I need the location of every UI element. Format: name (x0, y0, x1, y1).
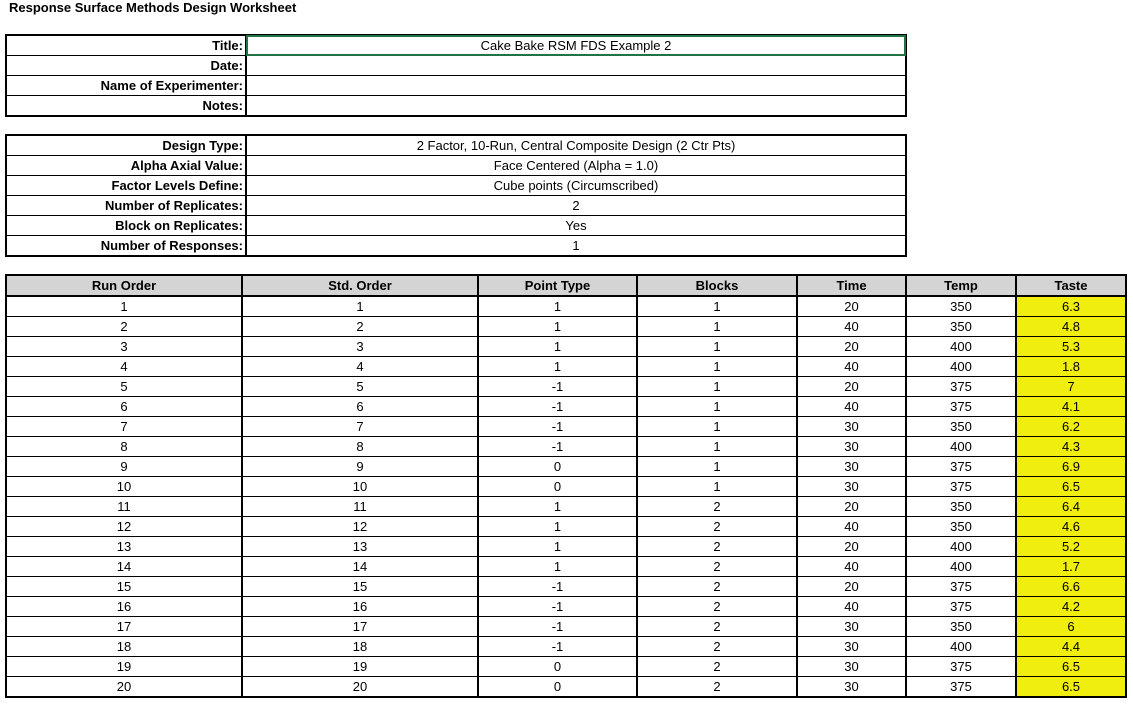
run-order-cell[interactable]: 11 (6, 497, 242, 517)
point-type-cell[interactable]: 1 (478, 497, 637, 517)
temp-cell[interactable]: 400 (906, 537, 1016, 557)
temp-cell[interactable]: 400 (906, 637, 1016, 657)
alpha-value-cell[interactable]: Face Centered (Alpha = 1.0) (246, 156, 906, 176)
replicates-value-cell[interactable]: 2 (246, 196, 906, 216)
info-row-alpha (6, 156, 906, 176)
temp-cell[interactable]: 375 (906, 457, 1016, 477)
std-order-cell[interactable]: 9 (242, 457, 478, 477)
blocks-cell[interactable]: 1 (637, 337, 797, 357)
point-type-cell[interactable]: 1 (478, 337, 637, 357)
blocks-cell[interactable]: 1 (637, 437, 797, 457)
taste-cell[interactable]: 4.1 (1016, 397, 1126, 417)
run-order-cell[interactable]: 15 (6, 577, 242, 597)
std-order-cell[interactable]: 7 (242, 417, 478, 437)
temp-cell[interactable]: 375 (906, 477, 1016, 497)
point-type-cell[interactable]: 1 (478, 557, 637, 577)
blocks-cell[interactable]: 1 (637, 377, 797, 397)
taste-cell[interactable]: 6.6 (1016, 577, 1126, 597)
worksheet-title: Response Surface Methods Design Worksheet (9, 0, 297, 15)
column-header-run-order[interactable]: Run Order (6, 275, 242, 296)
column-header-std-order[interactable]: Std. Order (242, 275, 478, 296)
time-cell[interactable]: 20 (797, 296, 906, 317)
std-order-cell[interactable]: 14 (242, 557, 478, 577)
blocks-cell[interactable]: 1 (637, 317, 797, 337)
time-cell[interactable]: 40 (797, 317, 906, 337)
run-order-cell[interactable]: 9 (6, 457, 242, 477)
blocks-cell[interactable]: 1 (637, 457, 797, 477)
taste-cell[interactable]: 7 (1016, 377, 1126, 397)
run-order-cell[interactable]: 8 (6, 437, 242, 457)
table-row (6, 657, 1126, 677)
temp-cell[interactable]: 400 (906, 337, 1016, 357)
notes-value-cell[interactable] (246, 96, 906, 117)
time-cell[interactable]: 30 (797, 437, 906, 457)
taste-cell[interactable]: 6.2 (1016, 417, 1126, 437)
taste-cell[interactable]: 6.9 (1016, 457, 1126, 477)
run-order-cell[interactable]: 16 (6, 597, 242, 617)
responses-label: Number of Responses: (6, 236, 246, 257)
column-header-taste[interactable]: Taste (1016, 275, 1126, 296)
time-cell[interactable]: 20 (797, 337, 906, 357)
info-row-responses (6, 236, 906, 257)
point-type-cell[interactable]: -1 (478, 377, 637, 397)
run-order-cell[interactable]: 20 (6, 677, 242, 698)
design-data-table (5, 274, 1127, 698)
run-order-cell[interactable]: 2 (6, 317, 242, 337)
table-row (6, 517, 1126, 537)
point-type-cell[interactable]: 0 (478, 477, 637, 497)
taste-cell[interactable]: 1.7 (1016, 557, 1126, 577)
replicates-label: Number of Replicates: (6, 196, 246, 216)
taste-cell[interactable]: 4.6 (1016, 517, 1126, 537)
taste-cell[interactable]: 4.4 (1016, 637, 1126, 657)
point-type-cell[interactable]: 1 (478, 317, 637, 337)
time-cell[interactable]: 30 (797, 657, 906, 677)
time-cell[interactable]: 20 (797, 537, 906, 557)
taste-cell[interactable]: 6.5 (1016, 677, 1126, 698)
run-order-cell[interactable]: 5 (6, 377, 242, 397)
taste-cell[interactable]: 1.8 (1016, 357, 1126, 377)
run-order-cell[interactable]: 14 (6, 557, 242, 577)
temp-cell[interactable]: 350 (906, 497, 1016, 517)
temp-cell[interactable]: 375 (906, 597, 1016, 617)
std-order-cell[interactable]: 18 (242, 637, 478, 657)
block-label: Block on Replicates: (6, 216, 246, 236)
time-cell[interactable]: 30 (797, 417, 906, 437)
point-type-cell[interactable]: 1 (478, 517, 637, 537)
table-row (6, 337, 1126, 357)
info-row-title (6, 35, 906, 56)
alpha-label: Alpha Axial Value: (6, 156, 246, 176)
responses-value-cell[interactable]: 1 (572, 238, 580, 253)
taste-cell[interactable]: 4.2 (1016, 597, 1126, 617)
point-type-cell[interactable]: -1 (478, 577, 637, 597)
general-info-table (5, 34, 907, 117)
blocks-cell[interactable]: 1 (637, 357, 797, 377)
table-row (6, 557, 1126, 577)
time-cell[interactable]: 40 (797, 517, 906, 537)
column-header-temp[interactable]: Temp (906, 275, 1016, 296)
point-type-cell[interactable]: 0 (478, 657, 637, 677)
std-order-cell[interactable]: 4 (242, 357, 478, 377)
run-order-cell[interactable]: 7 (6, 417, 242, 437)
blocks-cell[interactable]: 1 (637, 477, 797, 497)
blocks-cell[interactable]: 2 (637, 497, 797, 517)
temp-cell[interactable]: 350 (906, 617, 1016, 637)
std-order-cell[interactable]: 6 (242, 397, 478, 417)
std-order-cell[interactable]: 1 (242, 296, 478, 317)
std-order-cell[interactable]: 13 (242, 537, 478, 557)
time-cell[interactable]: 20 (797, 377, 906, 397)
table-row (6, 437, 1126, 457)
data-table-body (6, 296, 1126, 697)
time-cell[interactable]: 20 (797, 577, 906, 597)
run-order-cell[interactable]: 10 (6, 477, 242, 497)
blocks-cell[interactable]: 1 (637, 397, 797, 417)
run-order-cell[interactable]: 4 (6, 357, 242, 377)
blocks-cell[interactable]: 2 (637, 557, 797, 577)
std-order-cell[interactable]: 8 (242, 437, 478, 457)
time-cell[interactable]: 20 (797, 497, 906, 517)
experimenter-value-cell[interactable] (246, 76, 906, 96)
point-type-cell[interactable]: 1 (478, 357, 637, 377)
table-row (6, 397, 1126, 417)
time-cell[interactable]: 30 (797, 477, 906, 497)
time-cell[interactable]: 30 (797, 677, 906, 698)
temp-cell[interactable]: 375 (906, 397, 1016, 417)
point-type-cell[interactable]: 0 (478, 677, 637, 698)
std-order-cell[interactable]: 3 (242, 337, 478, 357)
table-row (6, 637, 1126, 657)
std-order-cell[interactable]: 15 (242, 577, 478, 597)
time-cell[interactable]: 40 (797, 397, 906, 417)
temp-cell[interactable]: 350 (906, 517, 1016, 537)
title-label: Title: (6, 35, 246, 56)
time-cell[interactable]: 30 (797, 637, 906, 657)
table-row (6, 377, 1126, 397)
run-order-cell[interactable]: 18 (6, 637, 242, 657)
blocks-cell[interactable]: 2 (637, 617, 797, 637)
info-row-replicates (6, 196, 906, 216)
run-order-cell[interactable]: 17 (6, 617, 242, 637)
run-order-cell[interactable]: 3 (6, 337, 242, 357)
blocks-cell[interactable]: 2 (637, 517, 797, 537)
std-order-cell[interactable]: 5 (242, 377, 478, 397)
table-row (6, 477, 1126, 497)
std-order-cell[interactable]: 12 (242, 517, 478, 537)
std-order-cell[interactable]: 2 (242, 317, 478, 337)
time-cell[interactable]: 30 (797, 617, 906, 637)
run-order-cell[interactable]: 19 (6, 657, 242, 677)
blocks-cell[interactable]: 1 (637, 417, 797, 437)
title-value-cell[interactable]: Cake Bake RSM FDS Example 2 (246, 35, 906, 56)
info-row-date (6, 56, 906, 76)
temp-cell[interactable]: 350 (906, 296, 1016, 317)
taste-cell[interactable]: 5.2 (1016, 537, 1126, 557)
std-order-cell[interactable]: 11 (242, 497, 478, 517)
taste-cell[interactable]: 4.8 (1016, 317, 1126, 337)
design-info-table (5, 134, 907, 257)
notes-label: Notes: (6, 96, 246, 117)
std-order-cell[interactable]: 10 (242, 477, 478, 497)
column-header-time[interactable]: Time (797, 275, 906, 296)
point-type-cell[interactable]: -1 (478, 397, 637, 417)
experimenter-label: Name of Experimenter: (6, 76, 246, 96)
taste-cell[interactable]: 5.3 (1016, 337, 1126, 357)
time-cell[interactable]: 40 (797, 557, 906, 577)
temp-cell[interactable]: 350 (906, 317, 1016, 337)
taste-cell[interactable]: 6 (1016, 617, 1126, 637)
temp-cell[interactable]: 375 (906, 377, 1016, 397)
temp-cell[interactable]: 400 (906, 357, 1016, 377)
run-order-cell[interactable]: 1 (6, 296, 242, 317)
table-row (6, 497, 1126, 517)
factor-levels-value-cell[interactable]: Cube points (Circumscribed) (246, 176, 906, 196)
blocks-cell[interactable]: 2 (637, 577, 797, 597)
blocks-cell[interactable]: 2 (637, 597, 797, 617)
column-header-blocks[interactable]: Blocks (637, 275, 797, 296)
column-header-row (6, 275, 1126, 296)
blocks-cell[interactable]: 2 (637, 537, 797, 557)
temp-cell[interactable]: 400 (906, 557, 1016, 577)
info-row-notes (6, 96, 906, 117)
table-row (6, 597, 1126, 617)
taste-cell[interactable]: 6.5 (1016, 477, 1126, 497)
table-row (6, 317, 1126, 337)
temp-cell[interactable]: 375 (906, 657, 1016, 677)
temp-cell[interactable]: 375 (906, 577, 1016, 597)
point-type-cell[interactable]: -1 (478, 597, 637, 617)
table-row (6, 296, 1126, 317)
std-order-cell[interactable]: 19 (242, 657, 478, 677)
date-value-cell[interactable] (246, 56, 906, 76)
point-type-cell[interactable]: -1 (478, 437, 637, 457)
taste-cell[interactable]: 6.3 (1016, 296, 1126, 317)
blocks-cell[interactable]: 1 (637, 296, 797, 317)
blocks-cell[interactable]: 2 (637, 657, 797, 677)
table-row (6, 457, 1126, 477)
run-order-cell[interactable]: 6 (6, 397, 242, 417)
point-type-cell[interactable]: 1 (478, 537, 637, 557)
taste-cell[interactable]: 4.3 (1016, 437, 1126, 457)
std-order-cell[interactable]: 17 (242, 617, 478, 637)
time-cell[interactable]: 40 (797, 597, 906, 617)
temp-cell[interactable]: 350 (906, 417, 1016, 437)
info-row-factor-levels (6, 176, 906, 196)
std-order-cell[interactable]: 20 (242, 677, 478, 698)
run-order-cell[interactable]: 12 (6, 517, 242, 537)
table-row (6, 577, 1126, 597)
info-row-block (6, 216, 906, 236)
info-row-experimenter (6, 76, 906, 96)
point-type-cell[interactable]: 0 (478, 457, 637, 477)
temp-cell[interactable]: 400 (906, 437, 1016, 457)
column-header-point-type[interactable]: Point Type (478, 275, 637, 296)
date-label: Date: (6, 56, 246, 76)
blocks-cell[interactable]: 2 (637, 677, 797, 698)
taste-cell[interactable]: 6.4 (1016, 497, 1126, 517)
time-cell[interactable]: 40 (797, 357, 906, 377)
table-row (6, 357, 1126, 377)
point-type-cell[interactable]: -1 (478, 637, 637, 657)
factor-levels-label: Factor Levels Define: (6, 176, 246, 196)
info-row-design-type (6, 135, 906, 156)
run-order-cell[interactable]: 13 (6, 537, 242, 557)
design-type-label: Design Type: (6, 135, 246, 156)
point-type-cell[interactable]: 1 (478, 296, 637, 317)
point-type-cell[interactable]: -1 (478, 417, 637, 437)
taste-cell[interactable]: 6.5 (1016, 657, 1126, 677)
point-type-cell[interactable]: -1 (478, 617, 637, 637)
std-order-cell[interactable]: 16 (242, 597, 478, 617)
time-cell[interactable]: 30 (797, 457, 906, 477)
block-value-cell[interactable]: Yes (246, 216, 906, 236)
temp-cell[interactable]: 375 (906, 677, 1016, 698)
table-row (6, 677, 1126, 698)
design-type-value-cell[interactable]: 2 Factor, 10-Run, Central Composite Design (2 Ctr Pts) (246, 135, 906, 156)
table-row (6, 537, 1126, 557)
table-row (6, 417, 1126, 437)
blocks-cell[interactable]: 2 (637, 637, 797, 657)
table-row (6, 617, 1126, 637)
